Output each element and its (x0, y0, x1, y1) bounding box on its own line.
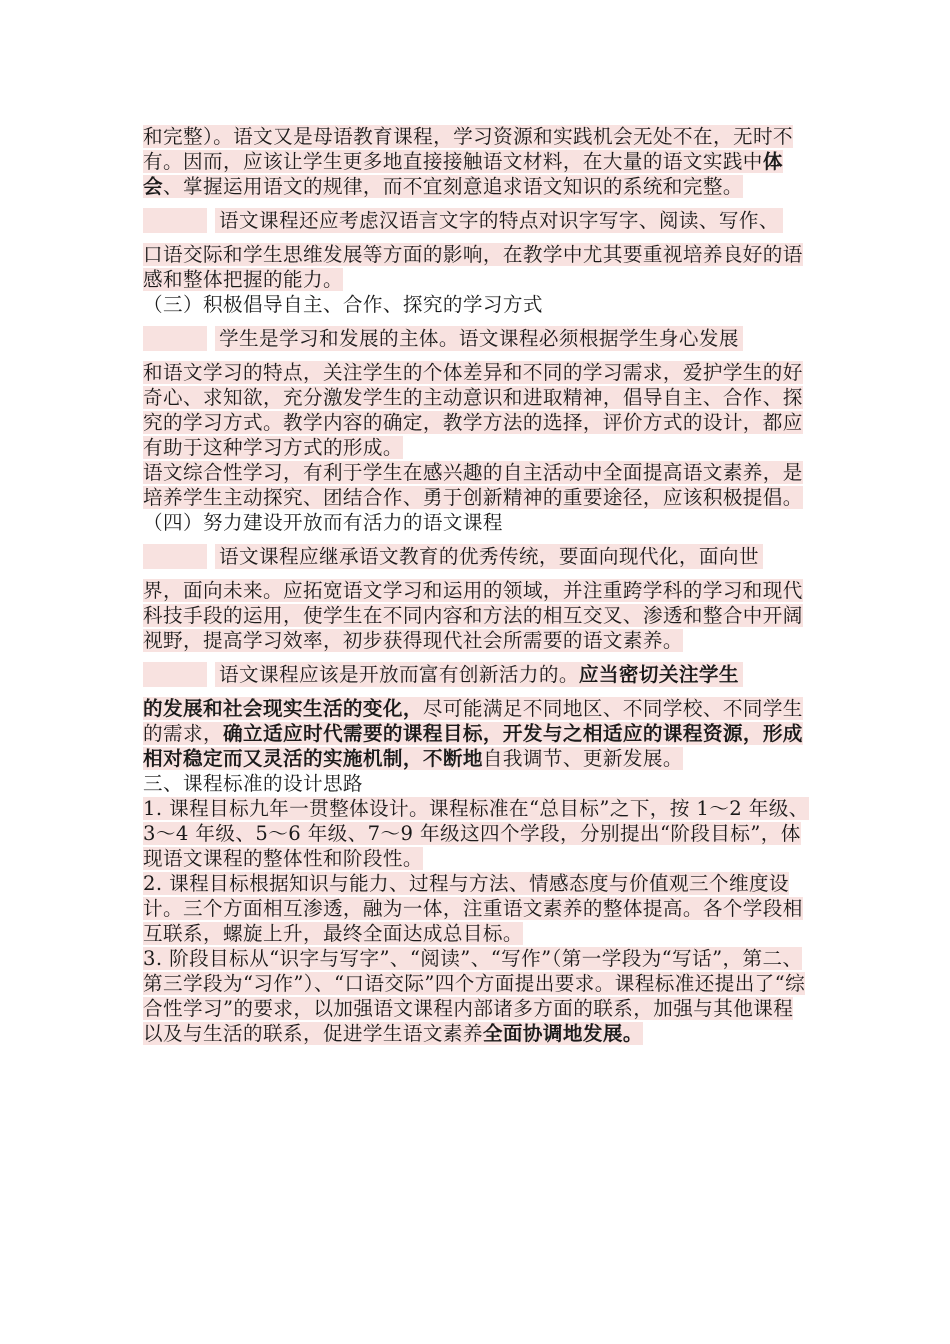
paragraph-6-plain-d: 自我调节、更新发展。 (482, 747, 683, 770)
document-body (143, 124, 813, 1046)
paragraph-1 (143, 124, 813, 199)
paragraph-2-first-line (143, 208, 813, 233)
paragraph-3-text: 和语文学习的特点，关注学生的个体差异和不同的学习需求，爱护学生的好奇心、求知欲，充分激发学生的主动意识和进取精神，倡导自主、合作、探究的学习方式。教学内容的确定，教学方法的选择，评价方式的设计，都应有助于这种学习方式的形成。 (143, 361, 803, 459)
list-item-2-text: 2. 课程目标根据知识与能力、过程与方法、情感态度与价值观三个维度设计。三个方面相互渗透，融为一体，注重语文素养的整体提高。各个学段相互联系，螺旋上升，最终全面达成总目标。 (143, 872, 803, 945)
paragraph-3-first-text: 学生是学习和发展的主体。语文课程必须根据学生身心发展 (215, 326, 743, 351)
paragraph-6-first-bold: 应当密切关注学生 (578, 663, 739, 686)
indent-highlight (143, 208, 207, 233)
list-item-1 (143, 796, 813, 871)
paragraph-6-first-text (215, 662, 743, 687)
paragraph-4-text: 语文综合性学习，有利于学生在感兴趣的自主活动中全面提高语文素养，是培养学生主动探究、团结合作、勇于创新精神的重要途径，应该积极提倡。 (143, 461, 803, 509)
paragraph-2 (143, 242, 813, 292)
paragraph-4 (143, 460, 813, 510)
section-3-heading-text: 三、课程标准的设计思路 (143, 772, 363, 795)
list-item-1-text: 1. 课程目标九年一贯整体设计。课程标准在“总目标”之下，按 1～2 年级、3～4 年级、5～6 年级、7～9 年级这四个学段，分别提出“阶段目标”，体现语文课程的整体性和阶段性。 (143, 797, 809, 870)
paragraph-6-bold-a: 的发展和社会现实生活的变化， (143, 697, 423, 720)
list-item-3 (143, 946, 813, 1046)
indent-highlight (143, 662, 207, 687)
heading-4-text: （四）努力建设开放而有活力的语文课程 (143, 511, 503, 534)
paragraph-3 (143, 360, 813, 460)
paragraph-1-text-end: 、掌握运用语文的规律，而不宜刻意追求语文知识的系统和完整。 (163, 175, 743, 198)
paragraph-1-text: 和完整）。语文又是母语教育课程，学习资源和实践机会无处不在，无时不有。因而，应该让学生更多地直接接触语文材料，在大量的语文实践中 (143, 125, 793, 173)
list-item-2 (143, 871, 813, 946)
paragraph-2-first-text: 语文课程还应考虑汉语言文字的特点对识字写字、阅读、写作、 (215, 208, 783, 233)
paragraph-6-plain-b: 尽可能满足不同地区、不同学校、不同学生的需求， (143, 697, 803, 745)
paragraph-1-bold: 体会 (143, 150, 783, 198)
list-item-3-text: 3. 阶段目标从“识字与写字”、“阅读”、“写作”（第一学段为“写话”，第二、第三学段为“习作”）、“口语交际”四个方面提出要求。课程标准还提出了“综合性学习”的要求，以加强语文课程内部诸多方面的联系，加强与其他课程以及与生活的联系，促进学生语文素养 (143, 947, 806, 1045)
indent-highlight (143, 326, 207, 351)
paragraph-5-first-line (143, 544, 813, 569)
heading-3 (143, 292, 813, 317)
list-item-3-bold: 全面协调地发展。 (482, 1022, 643, 1045)
paragraph-5-first-text: 语文课程应继承语文教育的优秀传统，要面向现代化，面向世 (215, 544, 763, 569)
heading-3-text: （三）积极倡导自主、合作、探究的学习方式 (143, 293, 543, 316)
paragraph-6-first-plain: 语文课程应该是开放而富有创新活力的。 (219, 663, 579, 686)
indent-highlight (143, 544, 207, 569)
paragraph-6-first-line (143, 662, 813, 687)
paragraph-5-text: 界，面向未来。应拓宽语文学习和运用的领域，并注重跨学科的学习和现代科技手段的运用，使学生在不同内容和方法的相互交叉、渗透和整合中开阔视野，提高学习效率，初步获得现代社会所需要的语文素养。 (143, 579, 803, 652)
section-3-heading (143, 771, 813, 796)
paragraph-6 (143, 696, 813, 771)
paragraph-5 (143, 578, 813, 653)
paragraph-3-first-line (143, 326, 813, 351)
paragraph-2-text: 口语交际和学生思维发展等方面的影响，在教学中尤其要重视培养良好的语感和整体把握的能力。 (143, 243, 803, 291)
heading-4 (143, 510, 813, 535)
paragraph-6-bold-c: 确立适应时代需要的课程目标，开发与之相适应的课程资源，形成相对稳定而又灵活的实施机制，不断地 (143, 722, 803, 770)
